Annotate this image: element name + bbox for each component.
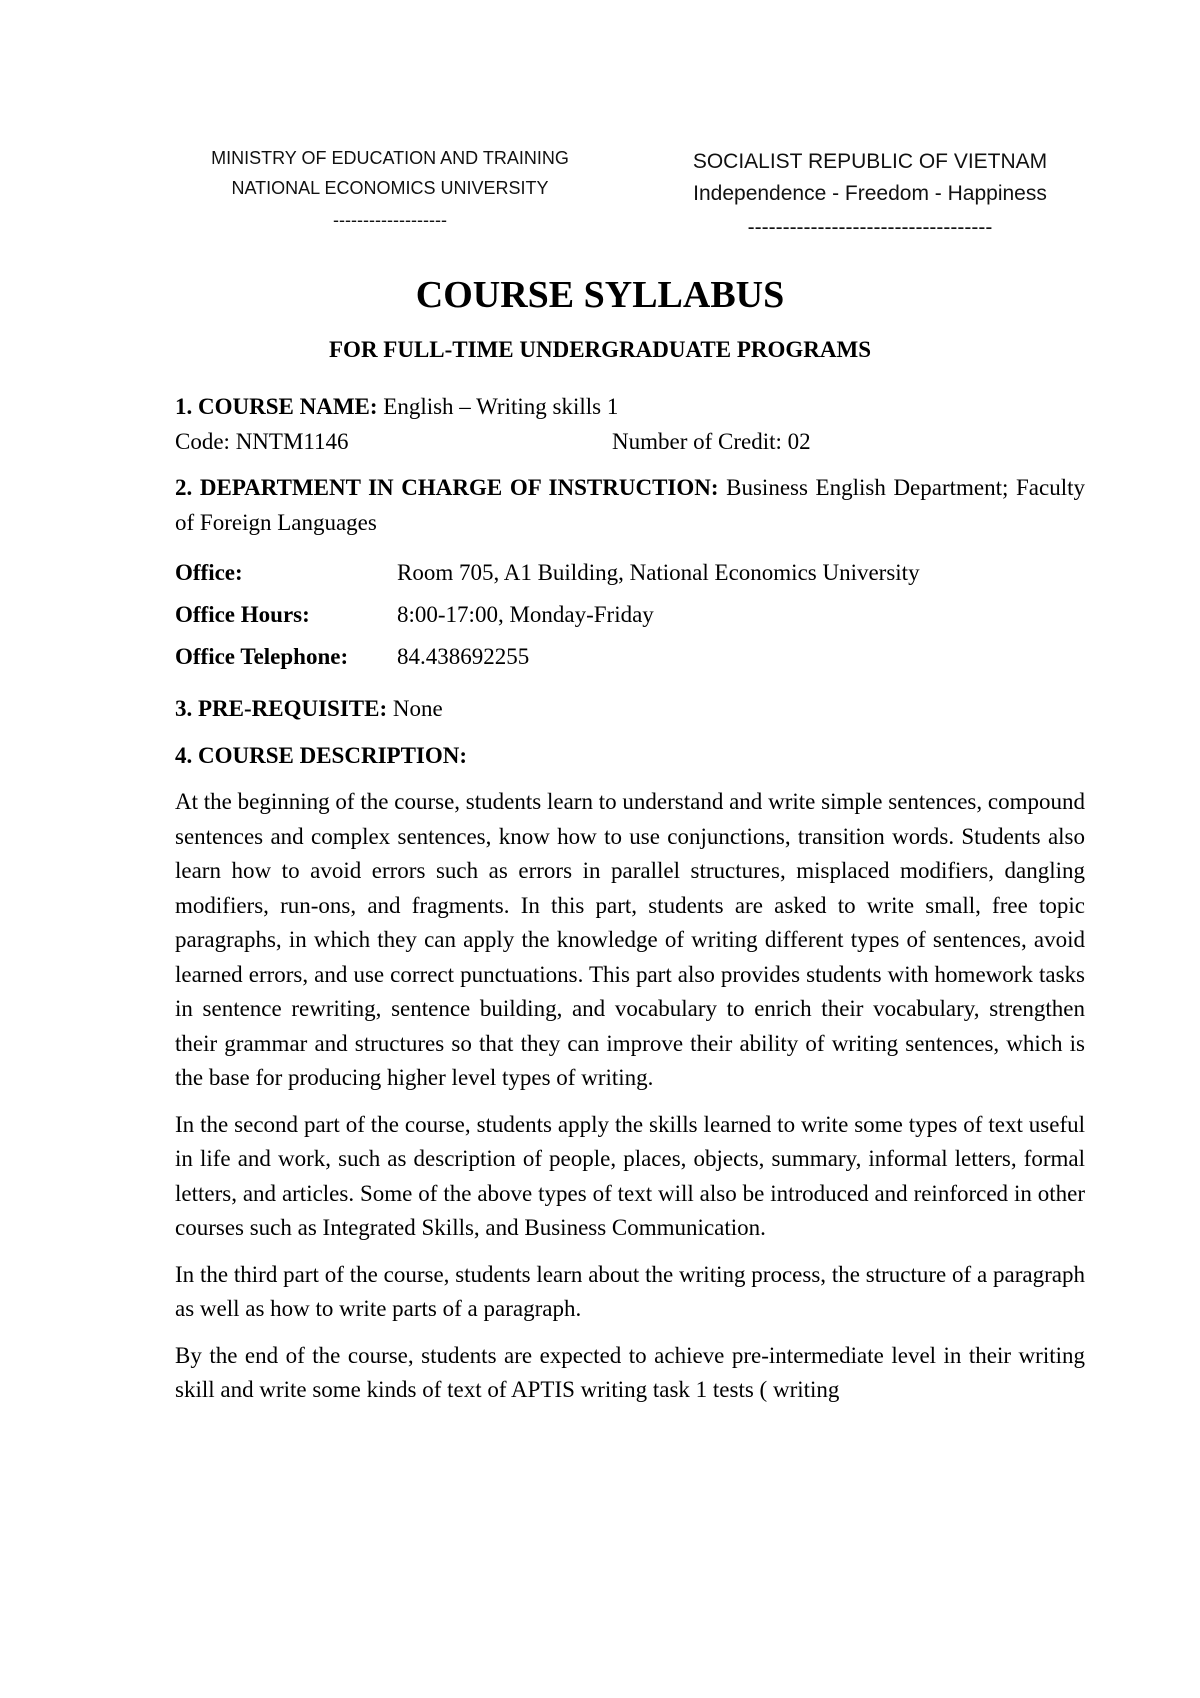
description-paragraph: In the second part of the course, students apply the skills learned to write some types of text useful in life and work, such as description of people, places, objects, summary, informal letters, formal letters, and articles. Some of the above types of text will also be introduced and reinforced in other courses such as Integrated Skills, and Business Communication. <box>175 1111 1085 1240</box>
republic-motto: Independence - Freedom - Happiness <box>693 182 1047 205</box>
header-right-divider: ----------------------------------- <box>747 216 993 239</box>
course-code: Code: NNTM1146 <box>175 428 349 454</box>
department-section <box>175 471 1085 540</box>
course-name-label: 1. COURSE NAME: <box>175 394 378 419</box>
office-value: Room 705, A1 Building, National Economics University <box>397 560 920 585</box>
department-label: 2. DEPARTMENT IN CHARGE OF INSTRUCTION: <box>175 475 719 500</box>
republic-name: SOCIALIST REPUBLIC OF VIETNAM <box>692 150 1048 173</box>
office-row <box>175 552 1085 594</box>
description-paragraph: At the beginning of the course, students learn to understand and write simple sentences, compound sentences and complex sentences, know how to use conjunctions, transition words. Students also learn how to avoid errors such as errors in parallel structures, misplaced modifiers, dangling modifiers, run-ons, and fragments. In this part, students are asked to write small, free topic paragraphs, in which they can apply the knowledge of writing different types of sentences, avoid learned errors, and use correct punctuations. This part also provides students with homework tasks in sentence rewriting, sentence building, and vocabulary to enrich their vocabulary, strengthen their grammar and structures so that they can improve their ability of writing sentences, which is the base for producing higher level types of writing. <box>175 789 1085 1090</box>
ministry-header <box>150 143 630 235</box>
header-left-divider: ------------------- <box>333 210 447 230</box>
description-heading <box>175 739 1085 774</box>
course-name-section <box>175 390 1085 459</box>
office-telephone-value: 84.438692255 <box>397 644 530 669</box>
description-label: 4. COURSE DESCRIPTION: <box>175 742 468 768</box>
office-telephone-row <box>175 636 1085 678</box>
description-paragraph: By the end of the course, students are expected to achieve pre-intermediate level in their writing skill and write some kinds of text of APTIS writing task 1 tests ( writing <box>175 1342 1085 1402</box>
university-name: NATIONAL ECONOMICS UNIVERSITY <box>231 178 549 198</box>
republic-header <box>640 146 1100 244</box>
prerequisite-value: None <box>387 696 443 721</box>
office-key: Office: <box>175 560 243 585</box>
description-paragraph: In the third part of the course, students learn about the writing process, the structure of a paragraph as well as how to write parts of a paragraph. <box>175 1261 1085 1321</box>
page-title: COURSE SYLLABUS <box>415 274 785 316</box>
office-info-table <box>175 552 1085 678</box>
syllabus-body <box>175 390 1085 1420</box>
office-hours-value: 8:00-17:00, Monday-Friday <box>397 602 654 627</box>
office-hours-key: Office Hours: <box>175 602 310 627</box>
office-hours-row <box>175 594 1085 636</box>
office-telephone-key: Office Telephone: <box>175 644 349 669</box>
course-name-value: English – Writing skills 1 <box>377 394 619 419</box>
page-subtitle: FOR FULL-TIME UNDERGRADUATE PROGRAMS <box>329 337 871 362</box>
ministry-name: MINISTRY OF EDUCATION AND TRAINING <box>211 148 569 168</box>
prerequisite-section <box>175 692 1085 727</box>
course-credits: Number of Credit: 02 <box>612 428 811 454</box>
prerequisite-label: 3. PRE-REQUISITE: <box>175 696 388 721</box>
department-value: Business English Department; Faculty of Foreign Languages <box>175 475 1086 535</box>
